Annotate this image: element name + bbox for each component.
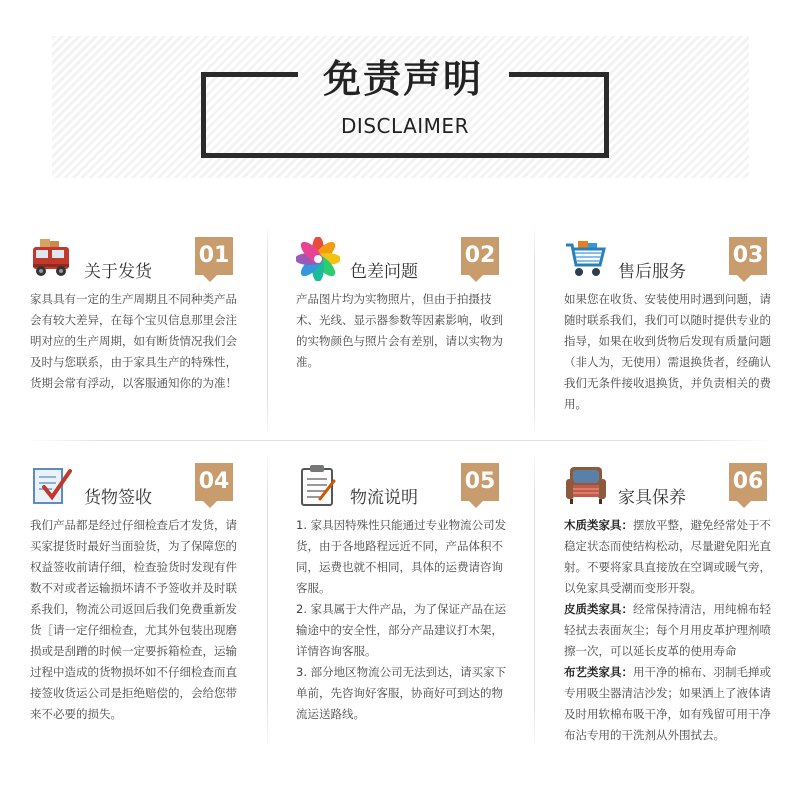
- card-paragraph: 1. 家具因特殊性只能通过专业物流公司发货，由于各地路程远近不同，产品体积不同，运费也就不相同，具体的运费请咨询客服。: [296, 518, 507, 595]
- paragraph-text: 摆放平整，避免经常处于不稳定状态而使结构松动，尽量避免阳光直射。不要将家具直接放在空调或暖气旁，以免家具受潮而变形开裂。: [564, 518, 771, 595]
- card-number-badge: 06: [729, 463, 767, 501]
- clipboard-icon: [296, 463, 340, 507]
- card-receipt: [30, 463, 245, 763]
- card-color-difference: [296, 237, 511, 427]
- header-frame-top-right: [509, 72, 609, 77]
- card-number-badge: 05: [461, 463, 499, 501]
- card-paragraph: 产品图片均为实物照片，但由于拍摄技术、光线、显示器参数等因素影响，收到的实物颜色与照片会有差别，请以实物为准。: [296, 292, 503, 369]
- paragraph-label: 木质类家具：: [564, 518, 633, 532]
- card-body: [296, 515, 511, 725]
- card-paragraph: [564, 599, 779, 662]
- divider-vertical: [534, 450, 535, 750]
- card-number-badge: 01: [195, 237, 233, 275]
- card-number-badge: 03: [729, 237, 767, 275]
- paragraph-text: 经常保持清洁，用纯棉布轻轻拭去表面灰尘；每个月用皮革护理剂喷擦一次，可以延长皮革的使用寿命: [564, 602, 771, 658]
- page-title: 免责声明: [322, 57, 483, 101]
- card-title: 物流说明: [350, 488, 418, 508]
- divider-horizontal: [30, 440, 770, 441]
- paragraph-label: 布艺类家具：: [564, 665, 633, 679]
- card-title: 关于发货: [84, 262, 152, 282]
- card-body: [30, 289, 245, 394]
- card-body: [30, 515, 245, 725]
- delivery-truck-icon: [30, 237, 74, 281]
- divider-vertical: [267, 225, 268, 435]
- paragraph-text: 用干净的棉布、羽制毛掸或专用吸尘器清洁沙发；如果洒上了液体请及时用软棉布吸干净，如有残留可用干净布沾专用的干洗剂从外围拭去。: [564, 665, 771, 742]
- card-paragraph: 3. 部分地区物流公司无法到达，请买家下单前，先咨询好客服，协商好可到达的物流运送路线。: [296, 665, 507, 721]
- page-subtitle: DISCLAIMER: [341, 114, 469, 138]
- card-paragraph: [564, 515, 779, 599]
- paragraph-label: 皮质类家具：: [564, 602, 633, 616]
- card-logistics: [296, 463, 511, 763]
- card-body: [564, 515, 779, 746]
- checklist-icon: [30, 463, 74, 507]
- card-body: [296, 289, 511, 373]
- card-number-badge: 04: [195, 463, 233, 501]
- card-title: 色差问题: [350, 262, 418, 282]
- card-shipping: [30, 237, 245, 427]
- card-paragraph: [564, 662, 779, 746]
- card-title: 货物签收: [84, 488, 152, 508]
- card-body: [564, 289, 779, 415]
- card-after-sales: [564, 237, 779, 427]
- card-paragraph: 2. 家具属于大件产品，为了保证产品在运输途中的安全性，部分产品建议打木架，详情咨询客服。: [296, 602, 507, 658]
- card-number-badge: 02: [461, 237, 499, 275]
- card-title: 家具保养: [618, 488, 686, 508]
- card-title: 售后服务: [618, 262, 686, 282]
- card-paragraph: 如果您在收货、安装使用时遇到问题，请随时联系我们，我们可以随时提供专业的指导，如果在收到货物后发现有质量问题（非人为，无使用）需退换货者，经确认我们无条件接收退换货，并负责相关的费用。: [564, 292, 771, 411]
- card-maintenance: [564, 463, 779, 763]
- divider-vertical: [267, 450, 268, 750]
- shopping-cart-icon: [564, 237, 608, 281]
- header-frame-top-left: [201, 72, 298, 77]
- card-paragraph: 家具具有一定的生产周期且不同种类产品会有较大差异，在每个宝贝信息那里会注明对应的生产周期，如有断货情况我们会及时与您联系，由于家具生产的特殊性，货期会常有浮动，以客服通知你的为准！: [30, 292, 237, 390]
- card-paragraph: 我们产品都是经过仔细检查后才发货，请买家提货时最好当面验货，为了保障您的权益签收前请仔细，检查验货时发现有件数不对或者运输损坏请不予签收并及时联系我们，物流公司返回后我们免费重新发货［请一定仔细检查，尤其外包装出现磨损或是刮蹭的时候一定要拆箱检查，运输过程中造成的货物损坏如不仔细检查而直接签收货运公司是拒绝赔偿的，会给您带来不必要的损失。: [30, 518, 237, 721]
- divider-vertical: [534, 225, 535, 435]
- color-wheel-icon: [296, 237, 340, 281]
- sofa-icon: [564, 463, 608, 507]
